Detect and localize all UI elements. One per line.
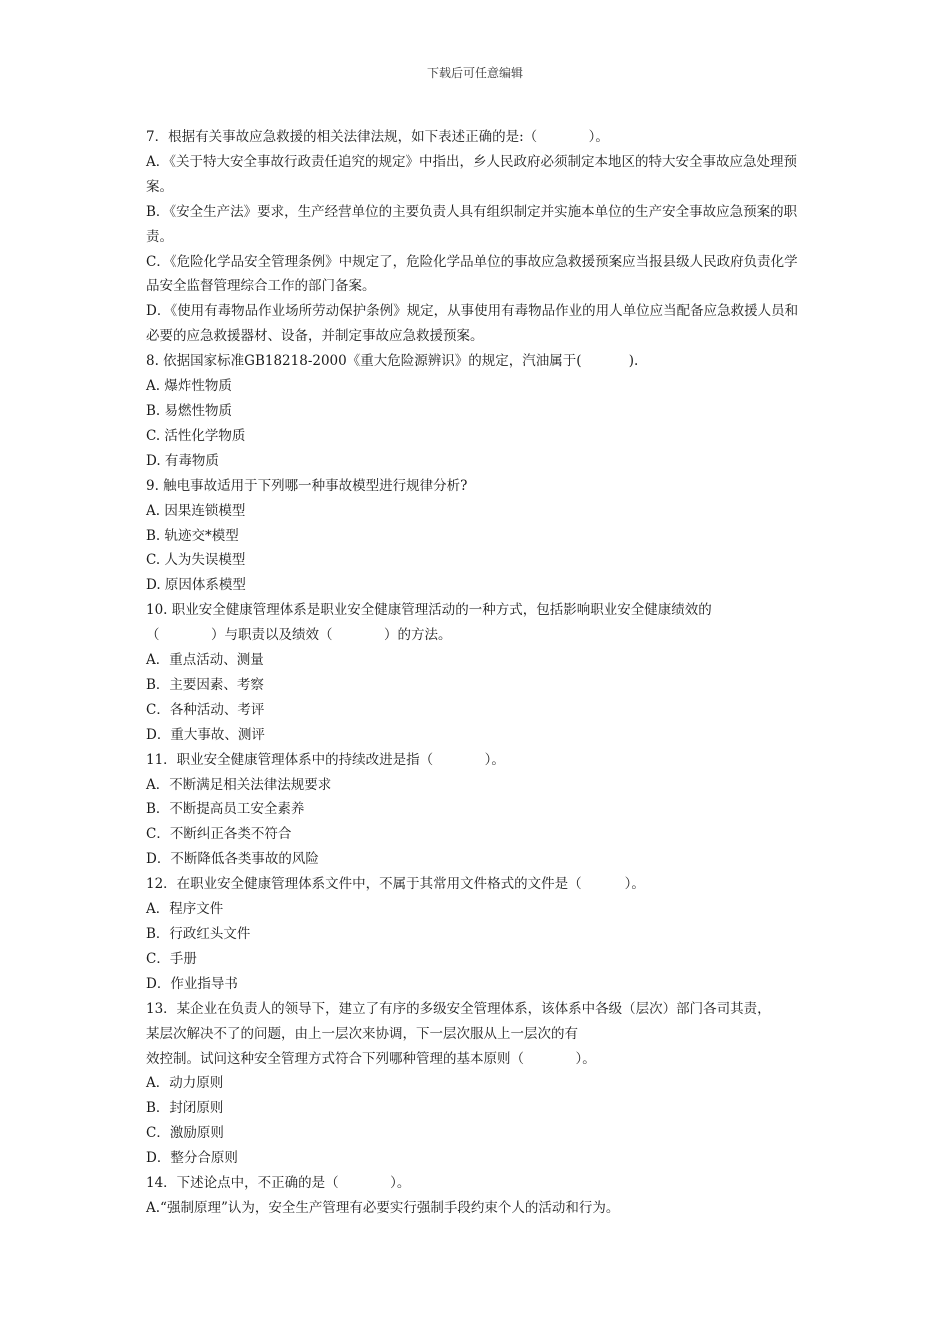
question-option: D. 有毒物质 — [146, 452, 219, 469]
question-option: B. 易燃性物质 — [146, 402, 233, 419]
question-option: C．各种活动、考评 — [146, 701, 265, 718]
question-option: D．整分合原则 — [146, 1150, 238, 1167]
question-option: C. 活性化学物质 — [146, 427, 246, 444]
question-option: A. 因果连锁模型 — [146, 502, 246, 519]
question-stem: 12．在职业安全健康管理体系文件中，不属于其常用文件格式的文件是（ ）。 — [146, 876, 645, 893]
question-option: A. 爆炸性物质 — [146, 378, 232, 395]
question-option: B．不断提高员工安全素养 — [146, 801, 305, 818]
question-11 — [146, 748, 808, 873]
question-stem: 某层次解决不了的问题，由上一层次来协调，下一层次服从上一层次的有 — [146, 1025, 578, 1042]
question-8 — [146, 349, 808, 474]
question-option: C．《危险化学品安全管理条例》中规定了，危险化学品单位的事故应急救援预案应当报县级人民政府负责化学品安全监督管理综合工作的部门备案。 — [146, 253, 798, 295]
question-list — [146, 125, 808, 1221]
question-option: A．《关于特大安全事故行政责任追究的规定》中指出，乡人民政府必须制定本地区的特大安全事故应急处理预案。 — [146, 153, 797, 195]
question-stem: 7．根据有关事故应急救援的相关法律法规，如下表述正确的是:（ ）。 — [146, 129, 609, 145]
question-stem: 8. 依据国家标准GB18218-2000《重大危险源辨识》的规定，汽油属于( ). — [146, 353, 639, 370]
question-7 — [146, 125, 808, 349]
question-stem: 14．下述论点中，不正确的是（ ）。 — [146, 1175, 411, 1192]
question-option: D．不断降低各类事故的风险 — [146, 851, 319, 868]
question-option: D. 原因体系模型 — [146, 577, 246, 594]
question-stem: （ ）与职责以及绩效（ ）的方法。 — [146, 627, 452, 644]
question-option: A．程序文件 — [146, 901, 224, 918]
question-option: D．《使用有毒物品作业场所劳动保护条例》规定，从事使用有毒物品作业的用人单位应当配备应急救援人员和必要的应急救援器材、设备，并制定事故应急救援预案。 — [146, 303, 799, 345]
question-option: D．重大事故、测评 — [146, 726, 265, 743]
question-13 — [146, 997, 808, 1171]
question-option: A.“强制原理”认为，安全生产管理有必要实行强制手段约束个人的活动和行为。 — [146, 1199, 620, 1216]
question-option: B．《安全生产法》要求，生产经营单位的主要负责人具有组织制定并实施本单位的生产安全事故应急预案的职责。 — [146, 203, 798, 245]
question-option: B．行政红头文件 — [146, 926, 251, 942]
question-option: A．动力原则 — [146, 1075, 224, 1092]
question-option: C. 人为失误模型 — [146, 552, 246, 569]
question-stem: 10. 职业安全健康管理体系是职业安全健康管理活动的一种方式，包括影响职业安全健康绩效的 — [146, 602, 712, 619]
question-option: A．重点活动、测量 — [146, 652, 264, 669]
question-10 — [146, 598, 808, 747]
question-option: C．激励原则 — [146, 1125, 224, 1142]
question-stem: 13．某企业在负责人的领导下，建立了有序的多级安全管理体系，该体系中各级（层次）部门各司其责， — [146, 1000, 771, 1017]
question-option: D．作业指导书 — [146, 975, 238, 992]
question-option: C．手册 — [146, 950, 197, 967]
question-stem: 效控制。试问这种安全管理方式符合下列哪种管理的基本原则（ ）。 — [146, 1050, 596, 1067]
question-option: B．主要因素、考察 — [146, 676, 264, 693]
page-header: 下载后可任意编辑 — [426, 66, 523, 80]
question-stem: 11．职业安全健康管理体系中的持续改进是指（ ）。 — [146, 751, 505, 768]
question-option: B. 轨迹交*模型 — [146, 527, 239, 544]
question-9 — [146, 474, 808, 599]
question-option: B．封闭原则 — [146, 1100, 224, 1117]
question-option: A．不断满足相关法律法规要求 — [146, 776, 332, 793]
question-12 — [146, 872, 808, 997]
question-stem: 9. 触电事故适用于下列哪一种事故模型进行规律分析? — [146, 477, 468, 494]
question-option: C．不断纠正各类不符合 — [146, 826, 292, 843]
question-14 — [146, 1171, 808, 1221]
